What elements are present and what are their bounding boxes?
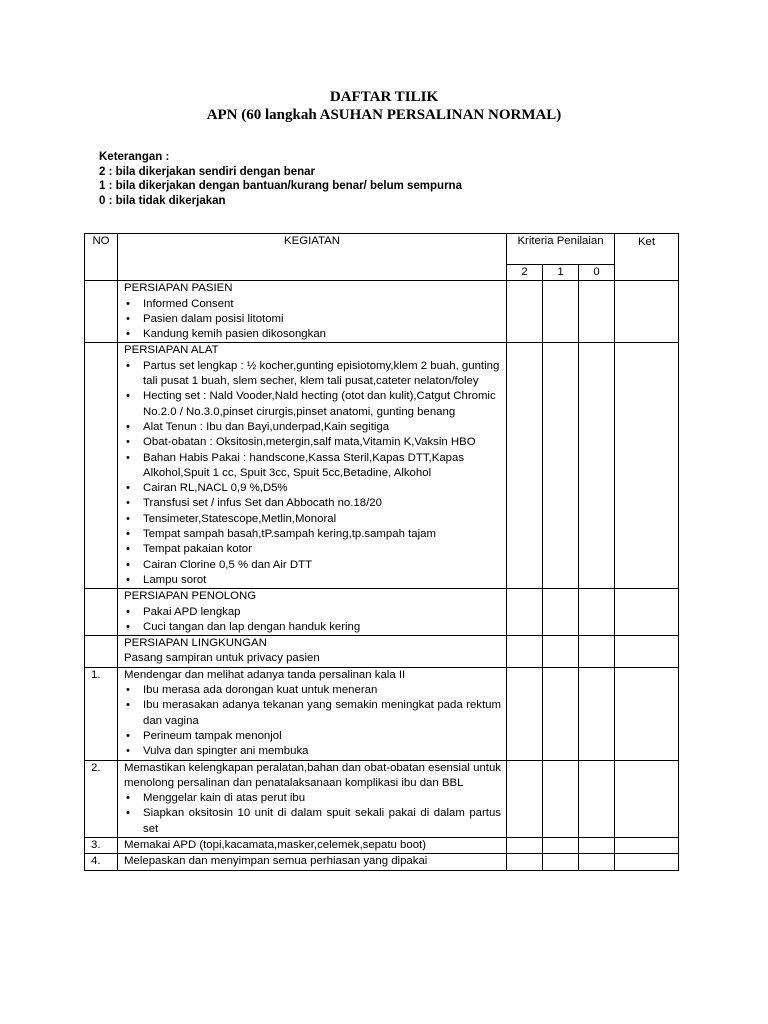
header-no: NO bbox=[85, 234, 118, 281]
score-0-cell[interactable] bbox=[579, 854, 615, 870]
list-item: • Tempat pakaian kotor bbox=[124, 542, 501, 557]
step-number: 2. bbox=[85, 760, 118, 837]
activity-cell bbox=[118, 667, 507, 760]
list-item: • Informed Consent bbox=[124, 297, 501, 312]
score-2-header: 2 bbox=[507, 265, 543, 281]
activity-item-list bbox=[124, 297, 501, 343]
table-row bbox=[85, 760, 679, 837]
list-item: • Lampu sorot bbox=[124, 573, 501, 588]
list-item: • Pasien dalam posisi litotomi bbox=[124, 312, 501, 327]
score-1-cell[interactable] bbox=[543, 667, 579, 760]
score-1-cell[interactable] bbox=[543, 281, 579, 343]
activity-title: Memakai APD (topi,kacamata,masker,celemek,sepatu boot) bbox=[124, 838, 426, 851]
notes-cell[interactable] bbox=[615, 589, 679, 636]
notes-cell[interactable] bbox=[615, 667, 679, 760]
score-1-cell[interactable] bbox=[543, 589, 579, 636]
activity-title: Melepaskan dan menyimpan semua perhiasan yang dipakai bbox=[124, 855, 428, 868]
score-2-cell[interactable] bbox=[507, 760, 543, 837]
checklist-table bbox=[84, 233, 679, 871]
list-item: • Cuci tangan dan lap dengan handuk kering bbox=[124, 620, 501, 635]
table-row bbox=[85, 281, 679, 343]
notes-cell[interactable] bbox=[615, 343, 679, 589]
activity-cell bbox=[118, 343, 507, 589]
list-item: • Obat-obatan : Oksitosin,metergin,salf mata,Vitamin K,Vaksin HBO bbox=[124, 435, 501, 450]
list-item: • Cairan RL,NACL 0,9 %,D5% bbox=[124, 481, 501, 496]
score-0-cell[interactable] bbox=[579, 281, 615, 343]
legend-line-1: 1 : bila dikerjakan dengan bantuan/kurang benar/ belum sempurna bbox=[99, 180, 462, 192]
activity-title: PERSIAPAN PASIEN bbox=[124, 282, 233, 295]
score-0-cell[interactable] bbox=[579, 760, 615, 837]
table-row bbox=[85, 343, 679, 589]
legend-heading: Keterangan : bbox=[99, 151, 170, 163]
activity-cell bbox=[118, 636, 507, 668]
list-item: • Hecting set : Nald Vooder,Nald hecting (otot dan kulit),Catgut Chromic No.2.0 / No.3.0,pinset cirurgis,pinset anatomi, gunting benang bbox=[124, 389, 501, 420]
table-header-row bbox=[85, 234, 679, 265]
step-number bbox=[85, 343, 118, 589]
score-1-cell[interactable] bbox=[543, 760, 579, 837]
notes-cell[interactable] bbox=[615, 281, 679, 343]
table-row bbox=[85, 854, 679, 870]
score-0-cell[interactable] bbox=[579, 343, 615, 589]
score-1-header: 1 bbox=[543, 265, 579, 281]
activity-title: PERSIAPAN PENOLONG bbox=[124, 590, 257, 603]
document-title: DAFTAR TILIK bbox=[329, 89, 439, 105]
list-item: • Kandung kemih pasien dikosongkan bbox=[124, 327, 501, 342]
table-row bbox=[85, 636, 679, 668]
list-item: • Bahan Habis Pakai : handscone,Kassa Steril,Kapas DTT,Kapas Alkohol,Spuit 1 cc, Spuit 3cc, Spuit 5cc,Betadine, Alkohol bbox=[124, 451, 501, 482]
score-0-cell[interactable] bbox=[579, 636, 615, 668]
score-0-cell[interactable] bbox=[579, 837, 615, 853]
list-item: • Ibu merasa ada dorongan kuat untuk meneran bbox=[124, 683, 501, 698]
activity-cell bbox=[118, 854, 507, 870]
list-item: • Siapkan oksitosin 10 unit di dalam spuit sekali pakai di dalam partus set bbox=[124, 806, 501, 837]
table-row bbox=[85, 837, 679, 853]
table-row bbox=[85, 589, 679, 636]
table-row bbox=[85, 667, 679, 760]
list-item: • Pakai APD lengkap bbox=[124, 605, 501, 620]
scoring-legend bbox=[99, 150, 462, 208]
notes-cell[interactable] bbox=[615, 854, 679, 870]
step-number: 3. bbox=[85, 837, 118, 853]
list-item: • Cairan Clorine 0,5 % dan Air DTT bbox=[124, 558, 501, 573]
header-criteria: Kriteria Penilaian bbox=[507, 234, 615, 265]
list-item: • Partus set lengkap : ½ kocher,gunting episiotomy,klem 2 buah, gunting tali pusat 1 buah, slem secher, klem tali pusat,cateter nelaton/foley bbox=[124, 359, 501, 390]
header-activity: KEGIATAN bbox=[118, 234, 507, 281]
header-notes: Ket bbox=[615, 234, 679, 281]
score-1-cell[interactable] bbox=[543, 636, 579, 668]
list-item: • Ibu merasakan adanya tekanan yang semakin meningkat pada rektum dan vagina bbox=[124, 698, 501, 729]
list-item: • Transfusi set / infus Set dan Abbocath no.18/20 bbox=[124, 496, 501, 511]
score-1-cell[interactable] bbox=[543, 837, 579, 853]
activity-item-list bbox=[124, 683, 501, 759]
list-item: • Tempat sampah basah,tP.sampah kering,tp.sampah tajam bbox=[124, 527, 501, 542]
score-0-header: 0 bbox=[579, 265, 615, 281]
activity-text: Pasang sampiran untuk privacy pasien bbox=[124, 652, 320, 665]
score-0-cell[interactable] bbox=[579, 589, 615, 636]
notes-cell[interactable] bbox=[615, 636, 679, 668]
document-subtitle: APN (60 langkah ASUHAN PERSALINAN NORMAL) bbox=[206, 107, 562, 123]
list-item: • Tensimeter,Statescope,Metlin,Monoral bbox=[124, 512, 501, 527]
score-2-cell[interactable] bbox=[507, 636, 543, 668]
step-number bbox=[85, 589, 118, 636]
notes-cell[interactable] bbox=[615, 760, 679, 837]
activity-title: Memastikan kelengkapan peralatan,bahan dan obat-obatan esensial untuk menolong persalinan dan penatalaksanaan komplikasi ibu dan BBL bbox=[124, 761, 501, 789]
step-number bbox=[85, 636, 118, 668]
score-2-cell[interactable] bbox=[507, 343, 543, 589]
step-number bbox=[85, 281, 118, 343]
score-2-cell[interactable] bbox=[507, 589, 543, 636]
score-2-cell[interactable] bbox=[507, 667, 543, 760]
step-number: 1. bbox=[85, 667, 118, 760]
activity-item-list bbox=[124, 791, 501, 837]
list-item: • Vulva dan spingter ani membuka bbox=[124, 744, 501, 759]
activity-cell bbox=[118, 281, 507, 343]
list-item: • Perineum tampak menonjol bbox=[124, 729, 501, 744]
document-header bbox=[0, 88, 768, 124]
activity-title: PERSIAPAN ALAT bbox=[124, 344, 219, 357]
activity-cell bbox=[118, 760, 507, 837]
score-2-cell[interactable] bbox=[507, 281, 543, 343]
activity-title: Mendengar dan melihat adanya tanda persalinan kala II bbox=[124, 668, 406, 681]
score-1-cell[interactable] bbox=[543, 854, 579, 870]
score-2-cell[interactable] bbox=[507, 837, 543, 853]
list-item: • Alat Tenun : Ibu dan Bayi,underpad,Kain segitiga bbox=[124, 420, 501, 435]
score-0-cell[interactable] bbox=[579, 667, 615, 760]
list-item: • Menggelar kain di atas perut ibu bbox=[124, 791, 501, 806]
legend-line-0: 0 : bila tidak dikerjakan bbox=[99, 194, 226, 207]
activity-cell bbox=[118, 837, 507, 853]
score-2-cell[interactable] bbox=[507, 854, 543, 870]
activity-item-list bbox=[124, 605, 501, 636]
notes-cell[interactable] bbox=[615, 837, 679, 853]
legend-line-2: 2 : bila dikerjakan sendiri dengan benar bbox=[99, 165, 316, 178]
activity-cell bbox=[118, 589, 507, 636]
activity-item-list bbox=[124, 359, 501, 588]
activity-title: PERSIAPAN LINGKUNGAN bbox=[124, 637, 267, 650]
score-1-cell[interactable] bbox=[543, 343, 579, 589]
step-number: 4. bbox=[85, 854, 118, 870]
